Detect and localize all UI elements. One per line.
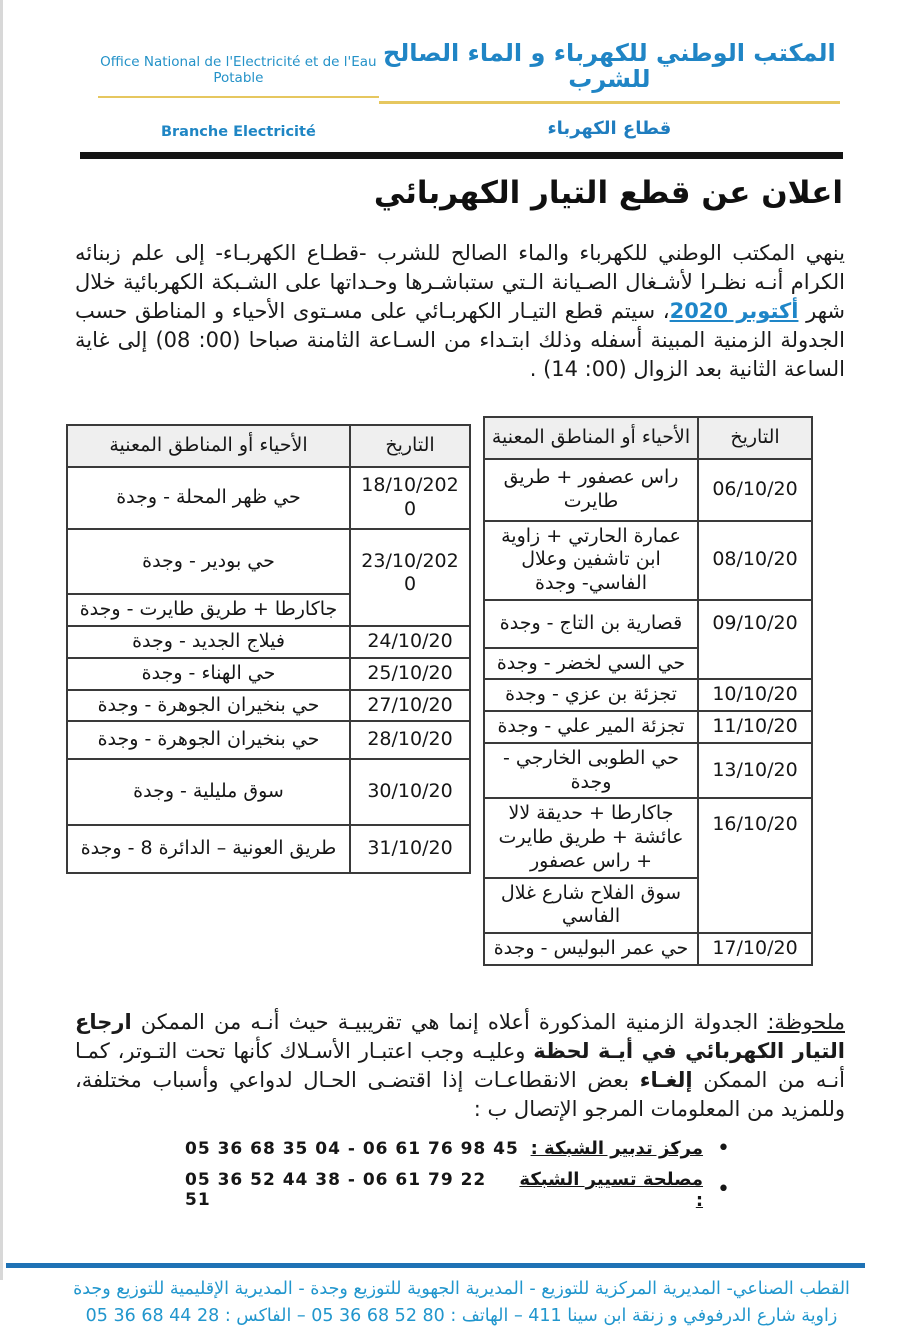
date-cell: 16/10/20: [698, 798, 812, 933]
date-cell: 06/10/20: [698, 459, 812, 521]
date-cell: 30/10/20: [350, 759, 470, 825]
table-row: [67, 467, 470, 529]
footer-divider: [6, 1263, 865, 1268]
table-row: [67, 759, 470, 825]
contact-item-network-operation: [185, 1169, 730, 1211]
area-cell: حي السي لخضر - وجدة: [484, 648, 698, 680]
schedule-tables: [66, 416, 813, 966]
area-cell: سوق مليلية - وجدة: [67, 759, 350, 825]
org-name-french: Office National de l'Electricité et de l'Eau Potable: [98, 54, 379, 98]
table-row: [484, 459, 812, 521]
area-cell: تجزئة بن عزي - وجدة: [484, 679, 698, 711]
table-row: [67, 626, 470, 658]
date-cell: 25/10/20: [350, 658, 470, 690]
note-paragraph: [75, 1008, 845, 1124]
date-cell: 24/10/20: [350, 626, 470, 658]
footer-fax-number: 05 36 68 44 28: [85, 1305, 220, 1326]
area-cell: فيلاج الجديد - وجدة: [67, 626, 350, 658]
note-bold-restore: ارجاع التيار الكهربائي في أيـة لحظة: [75, 1009, 845, 1063]
note-part1: الجدولة الزمنية المذكورة أعلاه إنما هي تقريبيـة حيث أنـه من الممكن: [131, 1009, 768, 1034]
intro-part2: ، سيتم قطع التيـار الكهربـائي على مسـتوى الأحياء و المناطق حسب الجدولة الزمنية المبينة أسفله وذلك ابتـداء من السـاعة الثامنة صباحا: [75, 299, 845, 353]
org-name-arabic: المكتب الوطني للكهرباء و الماء الصالح للشرب: [379, 40, 840, 104]
date-cell: 11/10/20: [698, 711, 812, 743]
table-header-row: [67, 425, 470, 467]
areas-column-header: الأحياء أو المناطق المعنية: [67, 425, 350, 467]
date-cell: 09/10/20: [698, 600, 812, 680]
areas-column-header: الأحياء أو المناطق المعنية: [484, 417, 698, 459]
footer-fax-label: – الفاكس :: [219, 1305, 312, 1326]
date-cell: 08/10/20: [698, 521, 812, 600]
schedule-table-early-october: [483, 416, 813, 966]
area-cell: قصارية بن التاج - وجدة: [484, 600, 698, 648]
area-cell: سوق الفلاح شارع غلال الفاسي: [484, 878, 698, 934]
letterhead-arabic: [379, 40, 840, 139]
table-row: [484, 679, 812, 711]
note-label: ملحوظة:: [767, 1009, 845, 1034]
table-row: [67, 690, 470, 722]
bullet-icon: •: [717, 1176, 730, 1202]
area-cell: حي الهناء - وجدة: [67, 658, 350, 690]
intro-month-highlight: أكتوبر 2020: [669, 299, 799, 324]
schedule-table-late-october: [66, 424, 471, 873]
date-cell: 17/10/20: [698, 933, 812, 965]
table-row: [484, 711, 812, 743]
note-bold-cancel: إلغـاء: [639, 1067, 693, 1092]
date-cell: 27/10/20: [350, 690, 470, 722]
footer-address-line2: [3, 1303, 920, 1330]
area-cell: حي بنخيران الجوهرة - وجدة: [67, 690, 350, 722]
table-row: [484, 798, 812, 877]
date-cell: 10/10/20: [698, 679, 812, 711]
intro-part4: .: [529, 357, 544, 382]
footer-address-line1: القطب الصناعي- المديرية المركزية للتوزيع - المديرية الجهوية للتوزيع وجدة - المديرية الإقليمية للتوزيع وجدة: [73, 1278, 850, 1299]
area-cell: راس عصفور + طريق طايرت: [484, 459, 698, 521]
area-cell: تجزئة المير علي - وجدة: [484, 711, 698, 743]
date-column-header: التاريخ: [698, 417, 812, 459]
date-cell: 31/10/20: [350, 825, 470, 873]
contact-phone-numbers: 05 36 52 44 38 - 06 61 79 22 51: [185, 1169, 487, 1210]
table-row: [67, 825, 470, 873]
table-row: [484, 933, 812, 965]
letterhead-french: [98, 40, 379, 140]
footer-street: زاوية شارع الدرفوفي و زنقة ابن سينا 411 – الهاتف :: [444, 1305, 838, 1326]
table-row: [484, 521, 812, 600]
branch-name-arabic: قطاع الكهرباء: [547, 117, 672, 139]
intro-paragraph: [75, 239, 845, 384]
area-cell: حي الطوبى الخارجي - وجدة: [484, 743, 698, 799]
table-row: [67, 658, 470, 690]
date-cell: 28/10/20: [350, 721, 470, 759]
area-cell: عمارة الحارتي + زاوية ابن تاشفين وعلال الفاسي- وجدة: [484, 521, 698, 600]
area-cell: حي بودير - وجدة: [67, 529, 350, 595]
branch-name-french: Branche Electricité: [160, 124, 316, 140]
date-cell: 23/10/2020: [350, 529, 470, 627]
area-cell: حي عمر البوليس - وجدة: [484, 933, 698, 965]
page-title: اعلان عن قطع التيار الكهربائي: [373, 175, 843, 211]
area-cell: طريق العونية – الدائرة 8 - وجدة: [67, 825, 350, 873]
header-divider: [80, 152, 843, 159]
intro-part3: إلى غاية الساعة الثانية بعد الزوال: [75, 328, 845, 382]
footer-phone-number: 05 36 68 52 80: [311, 1305, 445, 1326]
date-column-header: التاريخ: [350, 425, 470, 467]
contact-label-wrap: [511, 1169, 730, 1211]
contact-phone-numbers: 05 36 68 35 04 - 06 61 76 98 45: [185, 1138, 519, 1159]
table-row: [67, 529, 470, 595]
contact-label: مركز تدبير الشبكة :: [530, 1138, 704, 1160]
intro-time-end: (14 :00): [543, 357, 627, 382]
contact-label-wrap: [530, 1135, 730, 1161]
area-cell: جاكارطا + طريق طايرت - وجدة: [67, 594, 350, 626]
intro-time-start: (08 :00): [155, 328, 241, 353]
table-row: [67, 721, 470, 759]
bullet-icon: •: [717, 1135, 730, 1161]
footer: [3, 1276, 920, 1330]
contact-item-network-management: [185, 1135, 730, 1161]
letterhead: [3, 0, 920, 140]
contact-label: مصلحة تسيير الشبكة :: [519, 1168, 704, 1211]
date-cell: 13/10/20: [698, 743, 812, 799]
intro-part1: ينهي المكتب الوطني للكهرباء والماء الصالح للشرب -قطـاع الكهربـاء- إلى علم زبنائه الكرام أنـه نظـرا لأشـغال الصـيانة الـتي ستباشـرها وحـداتها على الشـبكة الكهربائية خلال شهر: [75, 241, 845, 324]
area-cell: جاكارطا + حديقة لالا عائشة + طريق طايرت + راس عصفور: [484, 798, 698, 877]
area-cell: حي بنخيران الجوهرة - وجدة: [67, 721, 350, 759]
area-cell: حي ظهر المحلة - وجدة: [67, 467, 350, 529]
date-cell: 18/10/2020: [350, 467, 470, 529]
table-row: [484, 600, 812, 648]
note-part3: بعض الانقطاعـات إذا اقتضـى الحـال لدواعي وأسباب مختلفة، وللمزيد من المعلومات المرجو الإتصال ب :: [75, 1067, 845, 1121]
table-header-row: [484, 417, 812, 459]
table-row: [484, 743, 812, 799]
note-part2: وعليـه وجب اعتبـار الأسـلاك كأنها تحت التـوتر، كمـا أنـه من الممكن: [75, 1038, 845, 1092]
contact-list: [185, 1135, 730, 1211]
